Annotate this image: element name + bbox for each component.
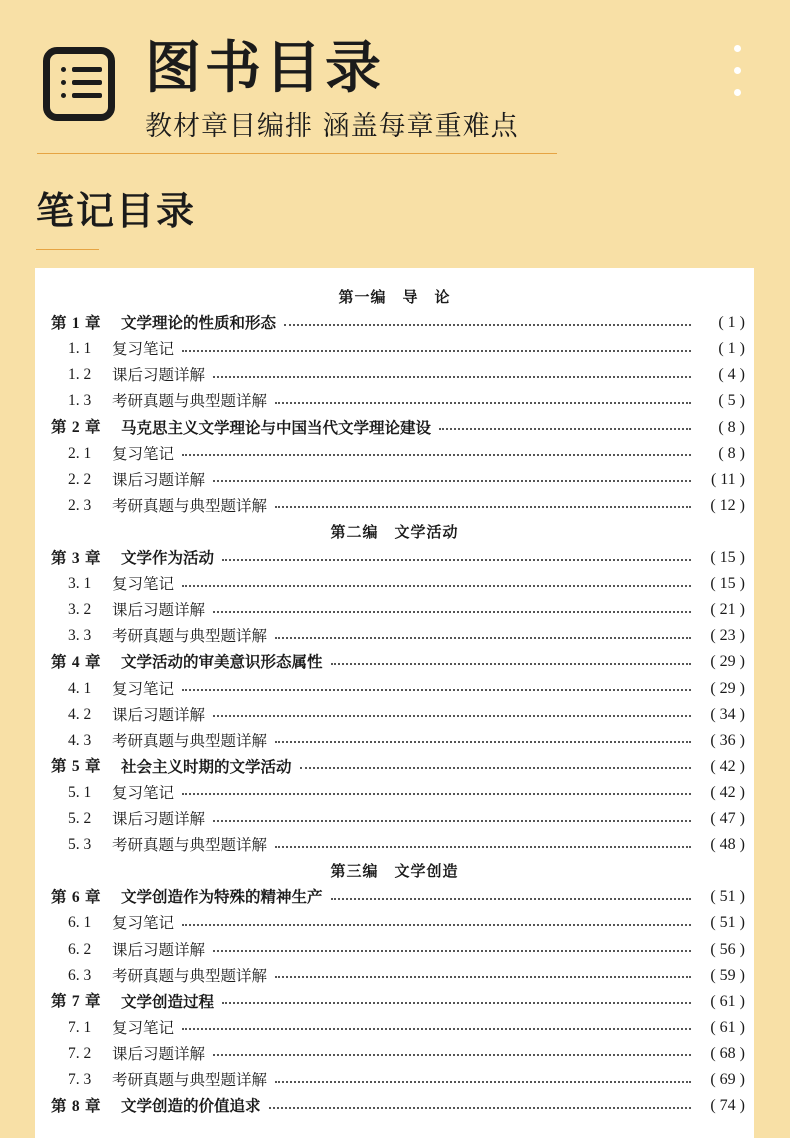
page-number: ( 1 ) — [718, 314, 745, 332]
entry-title: 文学创造的价值追求 — [121, 1097, 261, 1116]
page-number: ( 36 ) — [710, 731, 745, 749]
page-subtitle: 教材章目编排 涵盖每章重难点 — [145, 111, 519, 142]
entry-title: 考研真题与典型题详解 — [112, 392, 268, 411]
dot-leader — [284, 323, 691, 326]
section-number: 1. 3 — [68, 392, 92, 410]
section-number: 5. 1 — [68, 783, 92, 801]
entry-title: 课后习题详解 — [112, 940, 206, 959]
entry-title: 考研真题与典型题详解 — [112, 1071, 268, 1089]
section-title: 笔记目录 — [36, 189, 197, 233]
page-number: ( 15 ) — [710, 549, 745, 566]
page-number: ( 11 ) — [710, 470, 745, 488]
page-number: ( 34 ) — [710, 705, 745, 723]
page-number: ( 42 ) — [710, 783, 745, 801]
page-number: ( 68 ) — [710, 1044, 745, 1062]
toc-card — [35, 268, 754, 1138]
toc-chapter-entry — [51, 545, 745, 571]
entry-title: 课后习题详解 — [112, 470, 206, 489]
dot-leader — [275, 505, 691, 508]
section-number: 2. 2 — [68, 470, 92, 488]
chapter-number: 第 5 章 — [51, 757, 101, 776]
toc-section-entry — [68, 910, 745, 936]
page-number: ( 56 ) — [710, 940, 745, 958]
page-number: ( 61 ) — [710, 1018, 745, 1036]
header-divider — [37, 153, 557, 154]
toc-chapter-entry — [51, 989, 745, 1015]
section-number: 4. 2 — [68, 705, 92, 723]
page-number: ( 59 ) — [710, 966, 745, 984]
chapter-number: 第 2 章 — [51, 418, 101, 436]
page-number: ( 51 ) — [710, 914, 745, 932]
page-number: ( 8 ) — [718, 418, 745, 436]
dot-leader — [213, 819, 691, 822]
page-number: ( 42 ) — [710, 757, 745, 775]
page-title: 图书目录 — [145, 36, 385, 101]
page-number: ( 29 ) — [710, 653, 745, 671]
section-number: 7. 1 — [68, 1018, 92, 1036]
section-number: 2. 1 — [68, 444, 92, 462]
toc-section-entry — [68, 963, 745, 989]
section-number: 3. 3 — [68, 627, 92, 645]
toc-section-entry — [68, 728, 745, 754]
dot-leader — [275, 1080, 691, 1083]
chapter-number: 第 6 章 — [51, 887, 101, 906]
toc-section-entry — [68, 1015, 745, 1041]
toc-section-entry — [68, 806, 745, 832]
dot-leader — [275, 740, 691, 743]
toc-chapter-entry — [51, 649, 745, 675]
toc-section-entry — [68, 362, 745, 388]
entry-title: 复习笔记 — [112, 679, 175, 698]
dot-leader — [222, 558, 691, 561]
page-number: ( 29 ) — [710, 679, 745, 697]
page-number: ( 15 ) — [710, 575, 745, 593]
entry-title: 复习笔记 — [112, 444, 175, 463]
toc-chapter-entry — [51, 884, 745, 910]
entry-title: 课后习题详解 — [112, 705, 206, 724]
dot-leader — [439, 427, 691, 430]
dot-leader — [182, 923, 691, 926]
page-number: ( 48 ) — [710, 836, 745, 854]
page-number: ( 5 ) — [718, 392, 745, 410]
page-number: ( 8 ) — [718, 444, 745, 462]
more-dots-icon — [734, 45, 742, 99]
page-number: ( 47 ) — [710, 810, 745, 827]
entry-title: 复习笔记 — [112, 1018, 175, 1037]
dot-leader — [182, 584, 691, 587]
section-number: 7. 3 — [68, 1071, 92, 1088]
dot-leader — [182, 792, 691, 795]
toc-part-heading: 第二编 文学活动 — [330, 522, 459, 541]
toc-chapter-entry — [51, 415, 745, 441]
section-number: 5. 2 — [68, 810, 92, 827]
section-number: 5. 3 — [68, 836, 92, 854]
dot-leader — [222, 1001, 691, 1004]
toc-section-entry — [68, 467, 745, 493]
section-divider — [36, 249, 99, 250]
entry-title: 复习笔记 — [112, 340, 175, 359]
toc-part-heading: 第一编 导 论 — [338, 288, 451, 306]
entry-title: 文学作为活动 — [121, 549, 215, 567]
entry-title: 考研真题与典型题详解 — [112, 731, 268, 750]
toc-section-entry — [68, 493, 745, 519]
dot-leader — [213, 375, 691, 378]
toc-section-entry — [68, 571, 745, 597]
entry-title: 复习笔记 — [112, 914, 175, 933]
page-number: ( 12 ) — [710, 496, 745, 514]
entry-title: 课后习题详解 — [112, 366, 206, 385]
dot-leader — [331, 897, 691, 900]
entry-title: 考研真题与典型题详解 — [112, 627, 268, 646]
dot-leader — [213, 1053, 691, 1056]
dot-leader — [213, 610, 691, 613]
toc-section-entry — [68, 597, 745, 623]
entry-title: 考研真题与典型题详解 — [112, 496, 268, 515]
chapter-number: 第 4 章 — [51, 652, 101, 671]
toc-section-entry — [68, 676, 745, 702]
toc-section-entry — [68, 1067, 745, 1093]
dot-leader — [275, 401, 691, 404]
entry-title: 文学理论的性质和形态 — [121, 314, 277, 333]
dot-leader — [331, 662, 691, 665]
section-number: 4. 1 — [68, 679, 92, 697]
page-number: ( 74 ) — [710, 1097, 745, 1115]
dot-leader — [275, 845, 691, 848]
section-number: 2. 3 — [68, 496, 92, 514]
page-number: ( 23 ) — [710, 627, 745, 645]
toc-section-entry — [68, 623, 745, 649]
page-number: ( 1 ) — [718, 340, 745, 358]
chapter-number: 第 3 章 — [51, 548, 101, 567]
page-number: ( 51 ) — [710, 888, 745, 906]
section-number: 1. 1 — [68, 340, 92, 358]
dot-leader — [213, 479, 691, 482]
dot-leader — [275, 636, 691, 639]
entry-title: 考研真题与典型题详解 — [112, 966, 268, 985]
toc-chapter-entry — [51, 1093, 745, 1119]
toc-section-entry — [68, 832, 745, 858]
dot-leader — [182, 688, 691, 691]
chapter-number: 第 7 章 — [51, 992, 101, 1011]
entry-title: 课后习题详解 — [112, 1044, 206, 1063]
section-number: 3. 2 — [68, 601, 92, 619]
section-number: 7. 2 — [68, 1044, 92, 1062]
toc-section-entry — [68, 780, 745, 806]
toc-section-entry — [68, 702, 745, 728]
toc-section-entry — [68, 937, 745, 963]
entry-title: 文学创造过程 — [121, 992, 215, 1011]
dot-leader — [269, 1106, 691, 1109]
dot-leader — [275, 975, 691, 978]
section-number: 6. 3 — [68, 966, 92, 984]
dot-leader — [300, 766, 691, 769]
dot-leader — [182, 453, 691, 456]
chapter-number: 第 1 章 — [51, 313, 101, 332]
toc-section-entry — [68, 336, 745, 362]
entry-title: 课后习题详解 — [112, 601, 206, 620]
section-number: 6. 2 — [68, 940, 92, 958]
toc-chapter-entry — [51, 754, 745, 780]
page-number: ( 21 ) — [710, 601, 745, 619]
entry-title: 复习笔记 — [112, 575, 175, 594]
page-number: ( 69 ) — [710, 1071, 745, 1088]
list-icon — [43, 47, 115, 121]
toc-section-entry — [68, 388, 745, 414]
entry-title: 考研真题与典型题详解 — [112, 836, 268, 855]
entry-title: 社会主义时期的文学活动 — [121, 757, 292, 776]
toc-section-entry — [68, 1041, 745, 1067]
section-number: 4. 3 — [68, 731, 92, 749]
dot-leader — [213, 949, 691, 952]
toc-chapter-entry — [51, 310, 745, 336]
entry-title: 文学活动的审美意识形态属性 — [121, 653, 323, 672]
dot-leader — [213, 714, 691, 717]
section-number: 1. 2 — [68, 366, 92, 384]
page-number: ( 4 ) — [718, 366, 745, 384]
chapter-number: 第 8 章 — [51, 1096, 101, 1115]
page-number: ( 61 ) — [710, 992, 745, 1010]
entry-title: 复习笔记 — [112, 783, 175, 802]
toc-part-heading: 第三编 文学创造 — [330, 862, 459, 881]
entry-title: 文学创造作为特殊的精神生产 — [121, 888, 323, 907]
entry-title: 马克思主义文学理论与中国当代文学理论建设 — [121, 418, 432, 437]
dot-leader — [182, 1027, 691, 1030]
dot-leader — [182, 349, 691, 352]
section-number: 3. 1 — [68, 575, 92, 593]
section-number: 6. 1 — [68, 914, 92, 932]
entry-title: 课后习题详解 — [112, 810, 206, 828]
toc-section-entry — [68, 441, 745, 467]
